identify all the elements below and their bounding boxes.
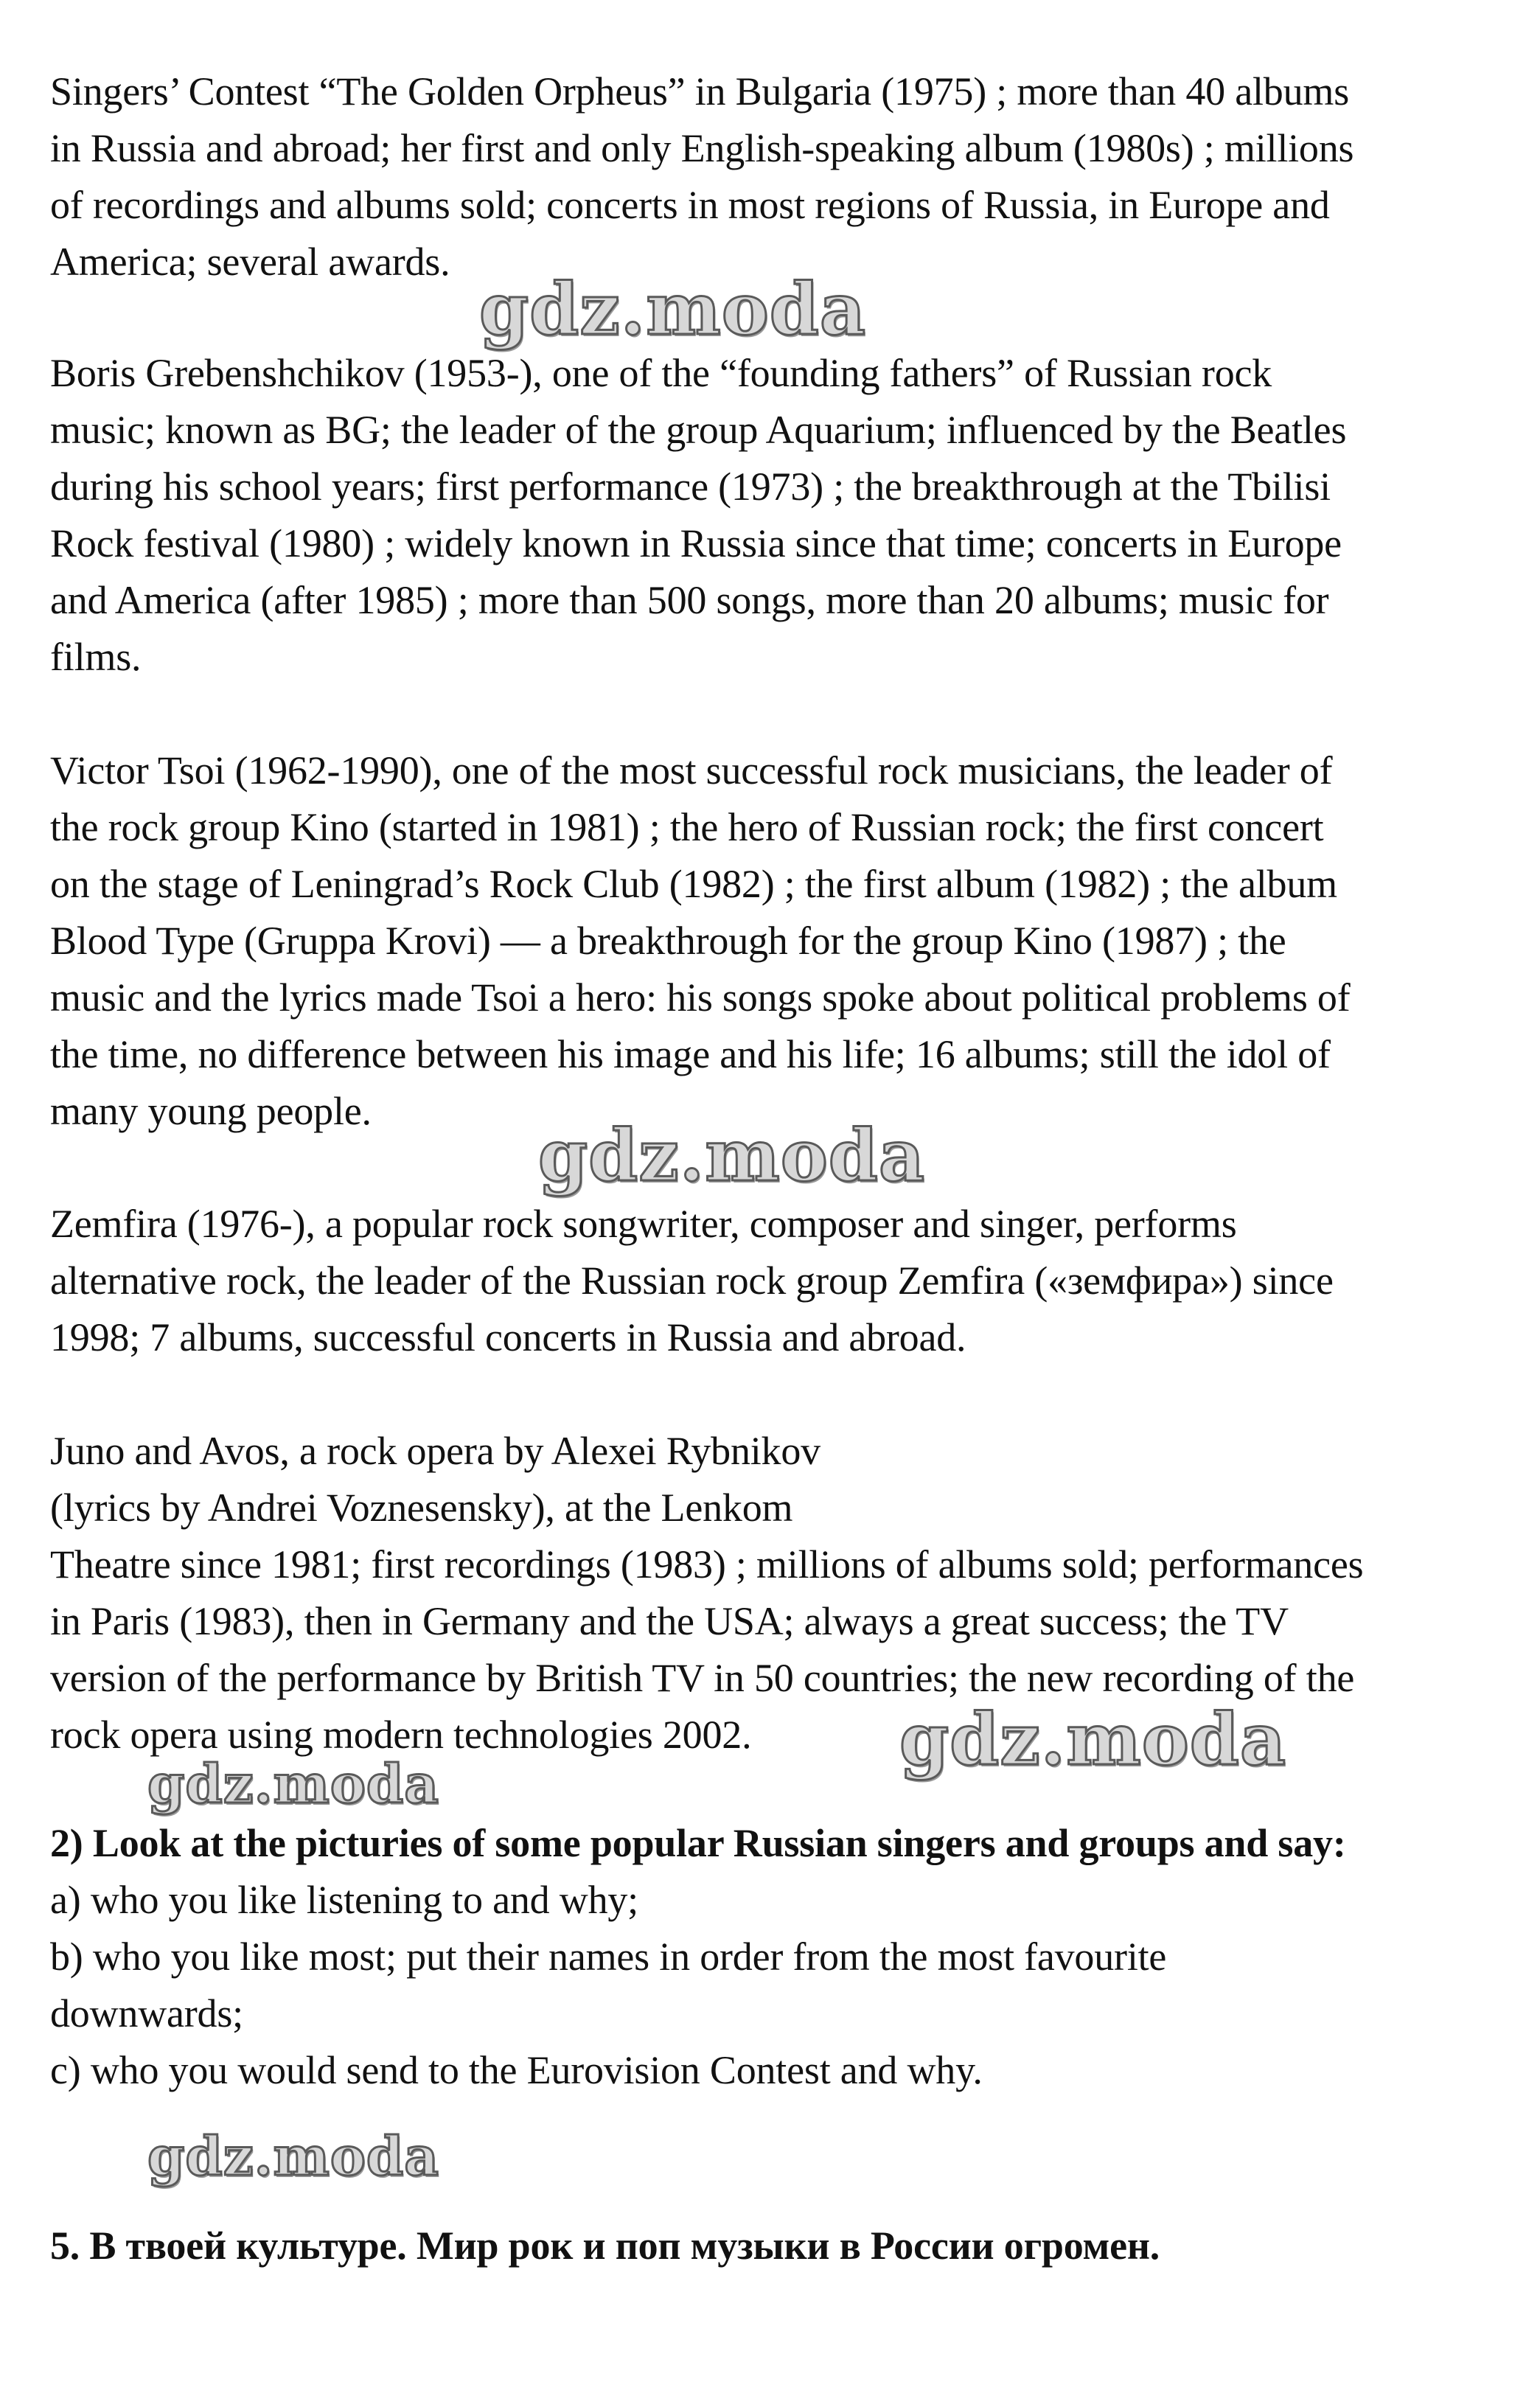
text-line: during his school years; first performance (1973) ; the breakthrough at the Tbilisi [50,464,1331,509]
text-line: many young people. [50,1089,372,1133]
text-line: Theatre since 1981; first recordings (1983) ; millions of albums sold; performances [50,1542,1364,1587]
watermark-logo: gdz.moda [538,1114,926,1197]
watermark-logo: gdz.moda [147,1752,439,1815]
text-line: alternative rock, the leader of the Russian rock group Zemfira («земфира») since [50,1258,1334,1303]
text-line: (lyrics by Andrei Voznesensky), at the Lenkom [50,1486,793,1530]
text-line: films. [50,635,142,679]
task-item: a) who you like listening to and why; [50,1878,638,1922]
text-line: music and the lyrics made Tsoi a hero: his songs spoke about political problems of [50,975,1351,1020]
text-line: 1998; 7 albums, successful concerts in Russia and abroad. [50,1315,966,1359]
text-line: rock opera using modern technologies 2002. [50,1713,752,1757]
text-line: in Paris (1983), then in Germany and the USA; always a great success; the TV [50,1599,1289,1643]
task-item: b) who you like most; put their names in order from the most favourite [50,1934,1167,1979]
text-line: Rock festival (1980) ; widely known in Russia since that time; concerts in Europe [50,521,1342,565]
text-line: Boris Grebenshchikov (1953-), one of the “founding fathers” of Russian rock [50,351,1272,395]
text-line: Juno and Avos, a rock opera by Alexei Rybnikov [50,1429,820,1473]
text-line: Victor Tsoi (1962-1990), one of the most successful rock musicians, the leader of [50,748,1333,793]
text-line: music; known as BG; the leader of the group Aquarium; influenced by the Beatles [50,408,1347,452]
text-line: of recordings and albums sold; concerts in most regions of Russia, in Europe and [50,183,1330,227]
text-line: the time, no difference between his image and his life; 16 albums; still the idol of [50,1032,1331,1076]
task-item: c) who you would send to the Eurovision Contest and why. [50,2048,983,2092]
text-line: version of the performance by British TV in 50 countries; the new recording of the [50,1656,1355,1700]
text-line: on the stage of Leningrad’s Rock Club (1982) ; the first album (1982) ; the album [50,862,1337,906]
watermark-logo: gdz.moda [479,268,867,351]
text-line: America; several awards. [50,240,450,284]
text-line: Singers’ Contest “The Golden Orpheus” in Bulgaria (1975) ; more than 40 albums [50,69,1350,114]
watermark-logo: gdz.moda [147,2125,439,2187]
task-heading: 2) Look at the picturies of some popular Russian singers and groups and say: [50,1821,1346,1865]
text-line: and America (after 1985) ; more than 500 songs, more than 20 albums; music for [50,578,1329,622]
watermark-logo: gdz.moda [899,1698,1287,1781]
section-heading: 5. В твоей культуре. Мир рок и поп музыки в России огромен. [50,2223,1160,2268]
task-item: downwards; [50,1991,243,2036]
text-line: in Russia and abroad; her first and only English-speaking album (1980s) ; millions [50,126,1354,170]
text-line: the rock group Kino (started in 1981) ; the hero of Russian rock; the first concert [50,805,1324,849]
text-line: Zemfira (1976-), a popular rock songwriter, composer and singer, performs [50,1202,1237,1246]
text-line: Blood Type (Gruppa Krovi) — a breakthrough for the group Kino (1987) ; the [50,919,1286,963]
